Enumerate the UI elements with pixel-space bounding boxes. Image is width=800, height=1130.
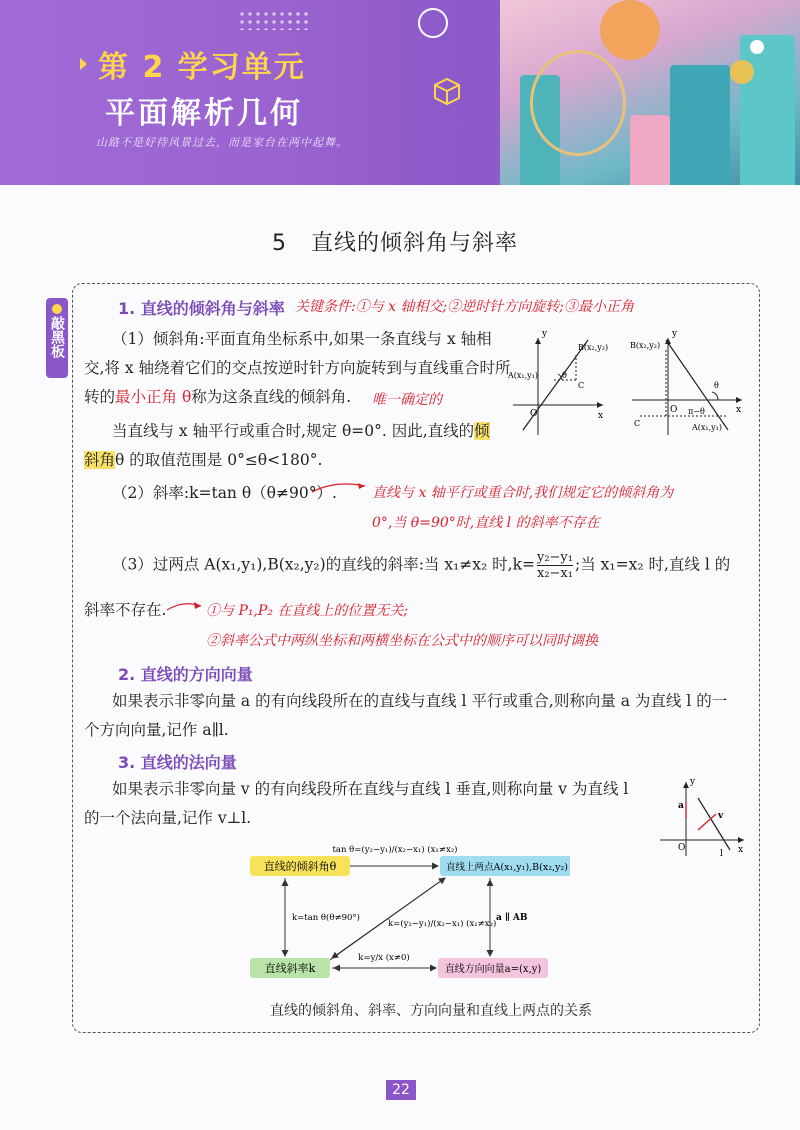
svg-text:l: l: [720, 849, 723, 858]
min-positive-angle: 最小正角 θ: [115, 388, 192, 406]
circle-decoration: [418, 8, 448, 38]
heading-normal-vector: 3. 直线的法向量: [118, 753, 237, 772]
svg-text:k=(y₂−y₁)/(x₂−x₁) (x₁≠x₂): k=(y₂−y₁)/(x₂−x₁) (x₁≠x₂): [388, 919, 497, 929]
note-unique: 唯一确定的: [372, 392, 442, 408]
note-arrow-icon: [165, 598, 205, 614]
unit-title: 第 2 学习单元: [98, 50, 306, 85]
svg-text:O: O: [530, 409, 538, 419]
banner-illustration: [500, 0, 800, 185]
svg-text:直线的倾斜角θ: 直线的倾斜角θ: [263, 860, 337, 873]
heading-direction-vector: 2. 直线的方向向量: [118, 665, 253, 684]
para-no-slope: 斜率不存在.: [84, 601, 167, 619]
note-slope-1: 直线与 x 轴平行或重合时,我们规定它的倾斜角为: [372, 485, 674, 501]
para-normal-vector-1: 如果表示非零向量 v 的有向线段所在直线与直线 l 垂直,则称向量 v 为直线 l: [112, 780, 629, 798]
para-inclination-2: 交,将 x 轴绕着它们的交点按逆时针方向旋转到与直线重合时所: [84, 359, 511, 377]
triangle-bullet-icon: [80, 58, 87, 70]
note-arrow-icon: [310, 478, 370, 498]
section-title: 5 直线的倾斜角与斜率: [272, 231, 518, 256]
svg-text:y: y: [690, 778, 696, 787]
para-slope-def: （2）斜率:k=tan θ（θ≠90°）.: [112, 484, 337, 502]
unit-subtitle: 平面解析几何: [105, 96, 303, 131]
dot-pattern: [238, 10, 308, 30]
note-order-swap: ②斜率公式中两纵坐标和两横坐标在公式中的顺序可以同时调换: [206, 633, 598, 649]
page-number: 22: [386, 1080, 416, 1100]
side-tab: 敲黑板: [46, 298, 68, 378]
svg-text:直线方向向量a=(x,y): 直线方向向量a=(x,y): [444, 964, 542, 975]
diagram-caption: 直线的倾斜角、斜率、方向向量和直线上两点的关系: [270, 1003, 592, 1019]
lightbulb-icon: [52, 304, 62, 314]
figure-acute-angle: [508, 330, 608, 440]
svg-text:θ: θ: [714, 381, 719, 390]
para-normal-vector-2: 的一个法向量,记作 v⊥l.: [84, 809, 252, 827]
note-key-conditions: 关键条件:①与 x 轴相交;②逆时针方向旋转;③最小正角: [295, 299, 634, 315]
note-slope-2: 0°,当 θ=90°时,直线 l 的斜率不存在: [372, 515, 600, 531]
para-inclination-1: （1）倾斜角:平面直角坐标系中,如果一条直线与 x 轴相: [112, 330, 492, 348]
svg-text:k=y/x (x≠0): k=y/x (x≠0): [358, 953, 410, 963]
svg-text:O: O: [670, 405, 678, 415]
svg-text:π−θ: π−θ: [688, 407, 705, 416]
para-two-point-slope: （3）过两点 A(x₁,y₁),B(x₂,y₂)的直线的斜率:当 x₁≠x₂ 时,k= $\frac{\text{y₂−y₁}}{\text{x₂−x₁}}$ ;当 x₁=x₂ 时,直线 l 的: [112, 550, 731, 581]
svg-text:C: C: [634, 419, 641, 428]
para-range-1: 当直线与 x 轴平行或重合时,规定 θ=0°. 因此,直线的倾: [112, 422, 490, 440]
svg-text:v: v: [718, 811, 724, 821]
heading-inclination-slope: 1. 直线的倾斜角与斜率: [118, 299, 285, 318]
para-inclination-3: 转的最小正角 θ称为这条直线的倾斜角.: [84, 388, 352, 406]
para-range-2: 斜角θ 的取值范围是 0°≤θ<180°.: [84, 451, 323, 469]
svg-text:x: x: [736, 405, 742, 415]
svg-text:a: a: [678, 801, 684, 811]
para-direction-vector-1: 如果表示非零向量 a 的有向线段所在的直线与直线 l 平行或重合,则称向量 a 为直线 l 的一: [112, 692, 728, 710]
svg-text:C: C: [578, 381, 585, 390]
svg-text:直线上两点A(x₁,y₁),B(x₂,y₂): 直线上两点A(x₁,y₁),B(x₂,y₂): [446, 862, 568, 873]
svg-text:x: x: [738, 845, 744, 855]
svg-text:θ: θ: [562, 371, 567, 380]
svg-text:B(x₂,y₂): B(x₂,y₂): [630, 341, 661, 350]
para-direction-vector-2: 个方向向量,记作 a∥l.: [84, 721, 229, 739]
svg-text:x: x: [598, 411, 604, 421]
unit-motto: 山路不是好待风景过去，而是家台在两中起舞。: [96, 136, 348, 149]
svg-text:A(x₁,y₁): A(x₁,y₁): [692, 423, 723, 432]
cube-icon: [432, 76, 462, 106]
svg-text:直线斜率k: 直线斜率k: [264, 962, 316, 975]
svg-text:a ∥ AB: a ∥ AB: [496, 913, 528, 923]
svg-text:O: O: [678, 843, 686, 853]
svg-text:y: y: [542, 330, 548, 339]
figure-normal-vector: [658, 778, 748, 858]
svg-text:B(x₂,y₂): B(x₂,y₂): [578, 343, 608, 352]
svg-text:tan θ=(y₂−y₁)/(x₂−x₁) (x₁≠x₂): tan θ=(y₂−y₁)/(x₂−x₁) (x₁≠x₂): [332, 845, 458, 855]
unit-banner: [0, 0, 800, 185]
svg-text:y: y: [672, 330, 678, 339]
note-position-independent: ①与 P₁,P₂ 在直线上的位置无关;: [206, 603, 409, 619]
relationship-diagram: [240, 838, 570, 988]
svg-text:A(x₁,y₁): A(x₁,y₁): [508, 371, 539, 380]
svg-text:k=tan θ(θ≠90°): k=tan θ(θ≠90°): [292, 913, 360, 923]
figure-obtuse-angle: [630, 330, 745, 440]
